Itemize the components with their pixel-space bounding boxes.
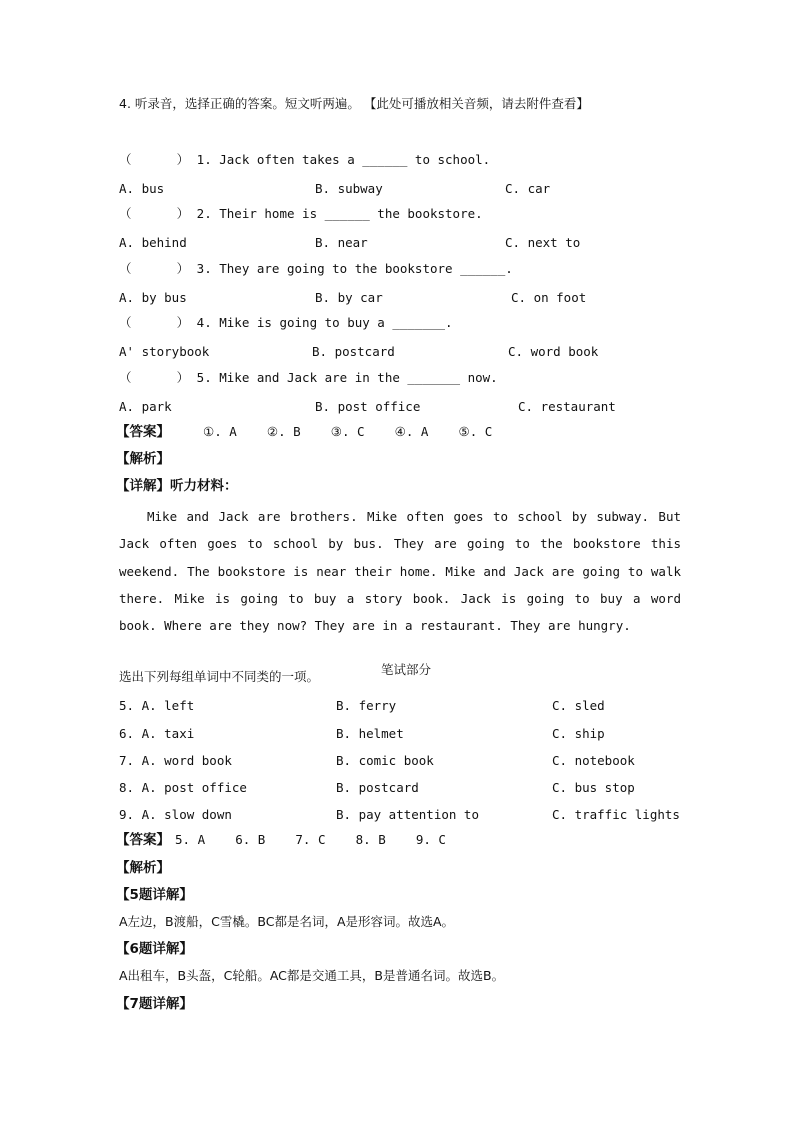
answer-line	[0, 422, 796, 442]
word-group-row	[0, 805, 796, 825]
question-stem: （ ） 5. Mike and Jack are in the _______ now.	[119, 370, 498, 385]
question-options	[0, 179, 796, 199]
word-group-row	[0, 724, 796, 744]
word-group-row	[0, 751, 796, 771]
option-b: B. pay attention to	[336, 807, 479, 822]
option-a: A. park	[119, 399, 172, 414]
detail-text: A出租车，B头盔，C轮船。AC都是交通工具，B是普通名词。故选B。	[119, 968, 505, 983]
question-stem: （ ） 3. They are going to the bookstore ______.	[119, 261, 513, 276]
option-c: C. on foot	[511, 290, 587, 305]
option-a: 8. A. post office	[119, 780, 247, 795]
detail-heading: 【5题详解】	[116, 887, 193, 903]
answer-text: ①. A ②. B ③. C ④. A ⑤. C	[203, 424, 493, 439]
question-stem: （ ） 4. Mike is going to buy a _______.	[119, 315, 453, 330]
word-group-row	[0, 696, 796, 716]
option-a: 6. A. taxi	[119, 726, 195, 741]
option-b: B. subway	[315, 181, 383, 196]
detail-text: A左边，B渡船，C雪橇。BC都是名词，A是形容词。故选A。	[119, 914, 455, 929]
option-c: C. notebook	[552, 753, 635, 768]
listening-transcript: Mike and Jack are brothers. Mike often goes to school by subway. But Jack often goes to school by bus. They are going to the bookstore this weekend. The bookstore is near their home. Mike and Jack are going to walk there. Mike is going to buy a story book. Jack is going to buy a word book. Where are they now? They are in a restaurant. They are hungry.	[119, 509, 681, 634]
answer-text: 5. A 6. B 7. C 8. B 9. C	[175, 832, 446, 847]
detail-heading: 【详解】听力材料：	[116, 478, 238, 494]
option-b: B. helmet	[336, 726, 404, 741]
word-group-row	[0, 778, 796, 798]
question-stem: （ ） 1. Jack often takes a ______ to school.	[119, 152, 491, 167]
option-a: 5. A. left	[119, 698, 195, 713]
answer-line	[0, 830, 796, 850]
option-a: A. by bus	[119, 290, 187, 305]
option-b: B. near	[315, 235, 368, 250]
answer-label: 【答案】	[116, 424, 170, 440]
detail-heading: 【7题详解】	[116, 996, 193, 1012]
listening-instruction: 4. 听录音，选择正确的答案。短文听两遍。 【此处可播放相关音频，请去附件查看】	[119, 96, 589, 111]
option-c: C. car	[505, 181, 551, 196]
question-options	[0, 397, 796, 417]
option-c: C. traffic lights	[552, 807, 680, 822]
option-c: C. restaurant	[518, 399, 616, 414]
option-a: A. behind	[119, 235, 187, 250]
option-c: C. sled	[552, 698, 605, 713]
question-options	[0, 233, 796, 253]
detail-heading: 【6题详解】	[116, 941, 193, 957]
option-a: 9. A. slow down	[119, 807, 232, 822]
option-b: B. postcard	[336, 780, 419, 795]
option-c: C. ship	[552, 726, 605, 741]
written-instruction: 选出下列每组单词中不同类的一项。	[119, 669, 320, 684]
option-a: A. bus	[119, 181, 165, 196]
option-b: B. comic book	[336, 753, 434, 768]
option-c: C. next to	[505, 235, 581, 250]
option-a: A' storybook	[119, 344, 210, 359]
option-b: B. postcard	[312, 344, 395, 359]
answer-label: 【答案】	[116, 832, 170, 848]
option-a: 7. A. word book	[119, 753, 232, 768]
option-b: B. post office	[315, 399, 421, 414]
analysis-heading: 【解析】	[116, 860, 170, 876]
analysis-heading: 【解析】	[116, 451, 170, 467]
option-b: B. by car	[315, 290, 383, 305]
section-title: 笔试部分	[380, 662, 431, 677]
option-c: C. word book	[508, 344, 599, 359]
option-c: C. bus stop	[552, 780, 635, 795]
question-options	[0, 288, 796, 308]
option-b: B. ferry	[336, 698, 397, 713]
question-stem: （ ） 2. Their home is ______ the bookstore.	[119, 206, 483, 221]
question-options	[0, 342, 796, 362]
